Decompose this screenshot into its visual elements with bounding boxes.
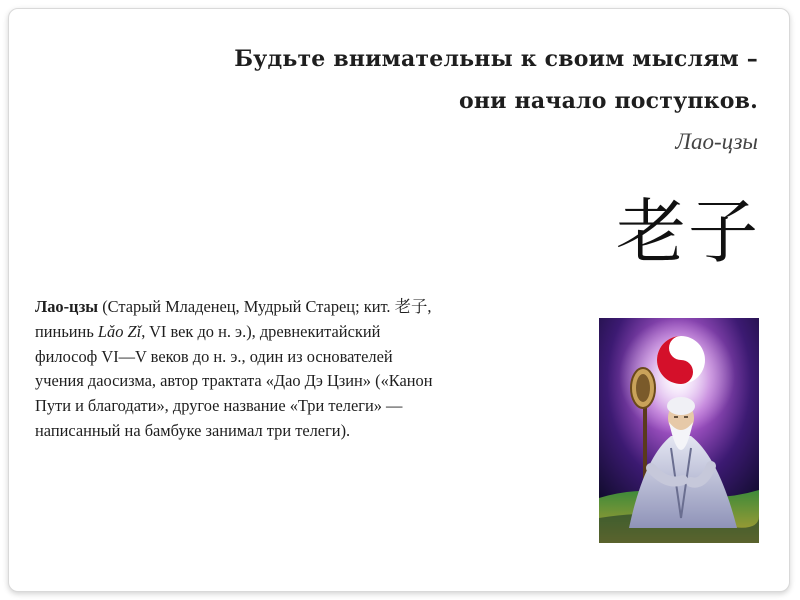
laozi-portrait-image [599, 318, 759, 543]
bio-name: Лао-цзы [35, 297, 99, 316]
bio-text-part-2: , VI век до н. э.), древнекитайский философ VI—V веков до н. э., один из основателей учения даосизма, автор трактата «Дао Дэ Цзин» («Канон Пути и благодати», другое название «Три телеги» — написанный на бамбуке занимал три телеги). [35, 321, 433, 440]
quote-block [138, 38, 758, 160]
biography-paragraph [35, 295, 445, 444]
bio-pinyin: Lǎo Zǐ [97, 321, 142, 341]
sage-painting-icon [599, 318, 759, 543]
quote-line-2: они начало поступков. [458, 88, 758, 114]
bio-text-part-1: (Старый Младенец, Мудрый Старец; кит. 老子, пиньинь [35, 297, 432, 341]
chinese-name-characters: 老子 [616, 191, 760, 273]
quote-line-1: Будьте внимательны к своим мыслям – [234, 46, 758, 72]
quote-author: Лао-цзы [675, 129, 758, 154]
